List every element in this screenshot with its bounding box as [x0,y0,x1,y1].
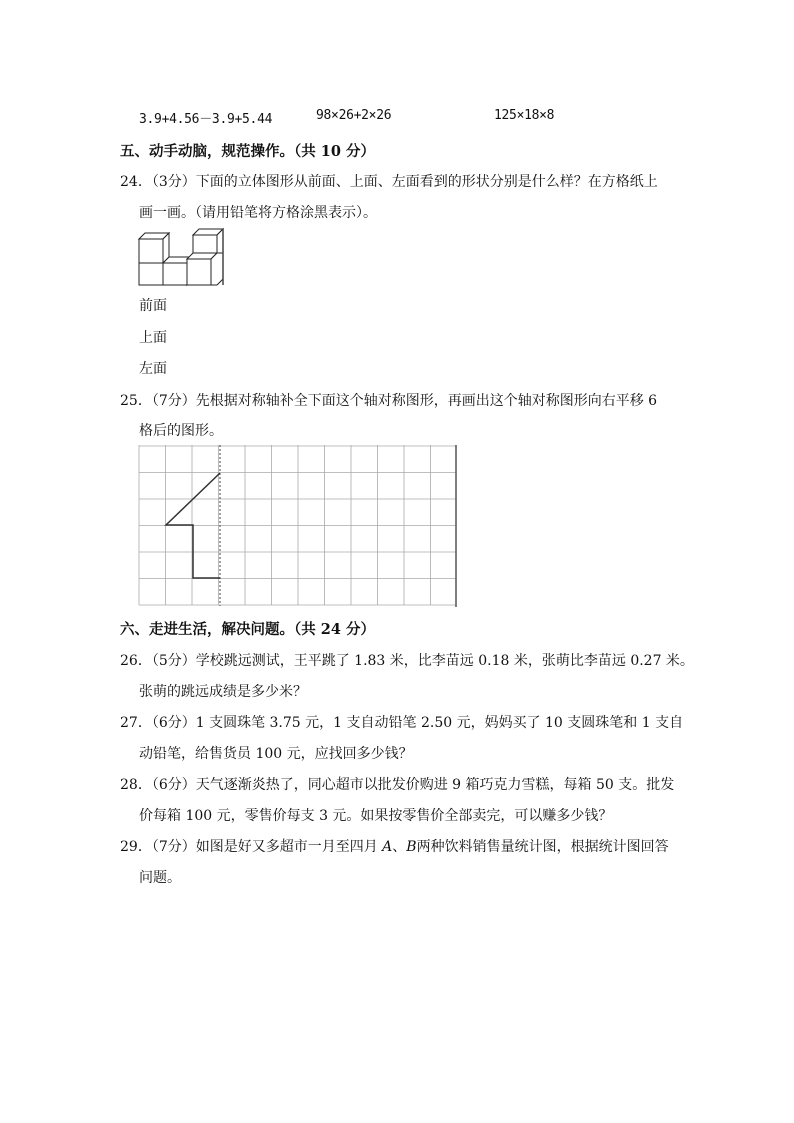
q28-line2: 价每箱 100 元，零售价每支 3 元。如果按零售价全部卖完，可以赚多少钱？ [139,808,613,824]
q29-separator: 、 [392,839,407,855]
view-label-top: 上面 [139,330,167,346]
cube-front-face [187,259,211,285]
cube-front-face [139,263,163,285]
cube-side-face [211,253,223,285]
cube-stack-figure [137,227,227,287]
view-label-left: 左面 [139,361,167,377]
q27-line2: 动铅笔，给售货员 100 元，应找回多少钱？ [139,746,413,762]
q29-line2: 问题。 [139,870,181,886]
q25-line2: 格后的图形。 [139,423,223,439]
q26-line2: 张萌的跳远成绩是多少米？ [139,684,307,700]
q29-var-b: B [406,839,417,855]
expression-3: 125×18×8 [494,108,555,123]
view-label-front: 前面 [139,298,167,314]
q25-line1: 25．（7分）先根据对称轴补全下面这个轴对称图形，再画出这个轴对称图形向右平移 6 [120,393,658,409]
q27-line1: 27．（6分）1 支圆珠笔 3.75 元，1 支自动铅笔 2.50 元，妈妈买了 10 支圆珠笔和 1 支自 [120,715,684,731]
cube-front-face [163,263,187,285]
q29-text-b: 两种饮料销售量统计图，根据统计图回答 [416,839,669,855]
section-5-title: 五、动手动脑，规范操作。（共 10 分） [120,143,376,160]
q29-text-a: 29．（7分）如图是好又多超市一月至四月 [120,839,383,855]
cube-front-face [139,239,163,263]
grid-figure [138,445,460,607]
q24-line2: 画一画。（请用铅笔将方格涂黑表示）。 [139,205,377,221]
expression-1: 3.9+4.56－3.9+5.44 [139,112,273,127]
q29-line1 [120,836,669,856]
section-6-title: 六、走进生活，解决问题。（共 24 分） [120,621,376,638]
q29-var-a: A [382,839,393,855]
q26-line1: 26．（5分）学校跳远测试，王平跳了 1.83 米，比李苗远 0.18 米，张萌比李苗远 0.27 米。 [120,653,694,669]
q28-line1: 28．（6分）天气逐渐炎热了，同心超市以批发价购进 9 箱巧克力雪糕，每箱 50 支。批发 [120,777,675,793]
q24-line1: 24．（3分）下面的立体图形从前面、上面、左面看到的形状分别是什么样？在方格纸上 [120,174,658,190]
expression-2: 98×26+2×26 [316,108,392,123]
